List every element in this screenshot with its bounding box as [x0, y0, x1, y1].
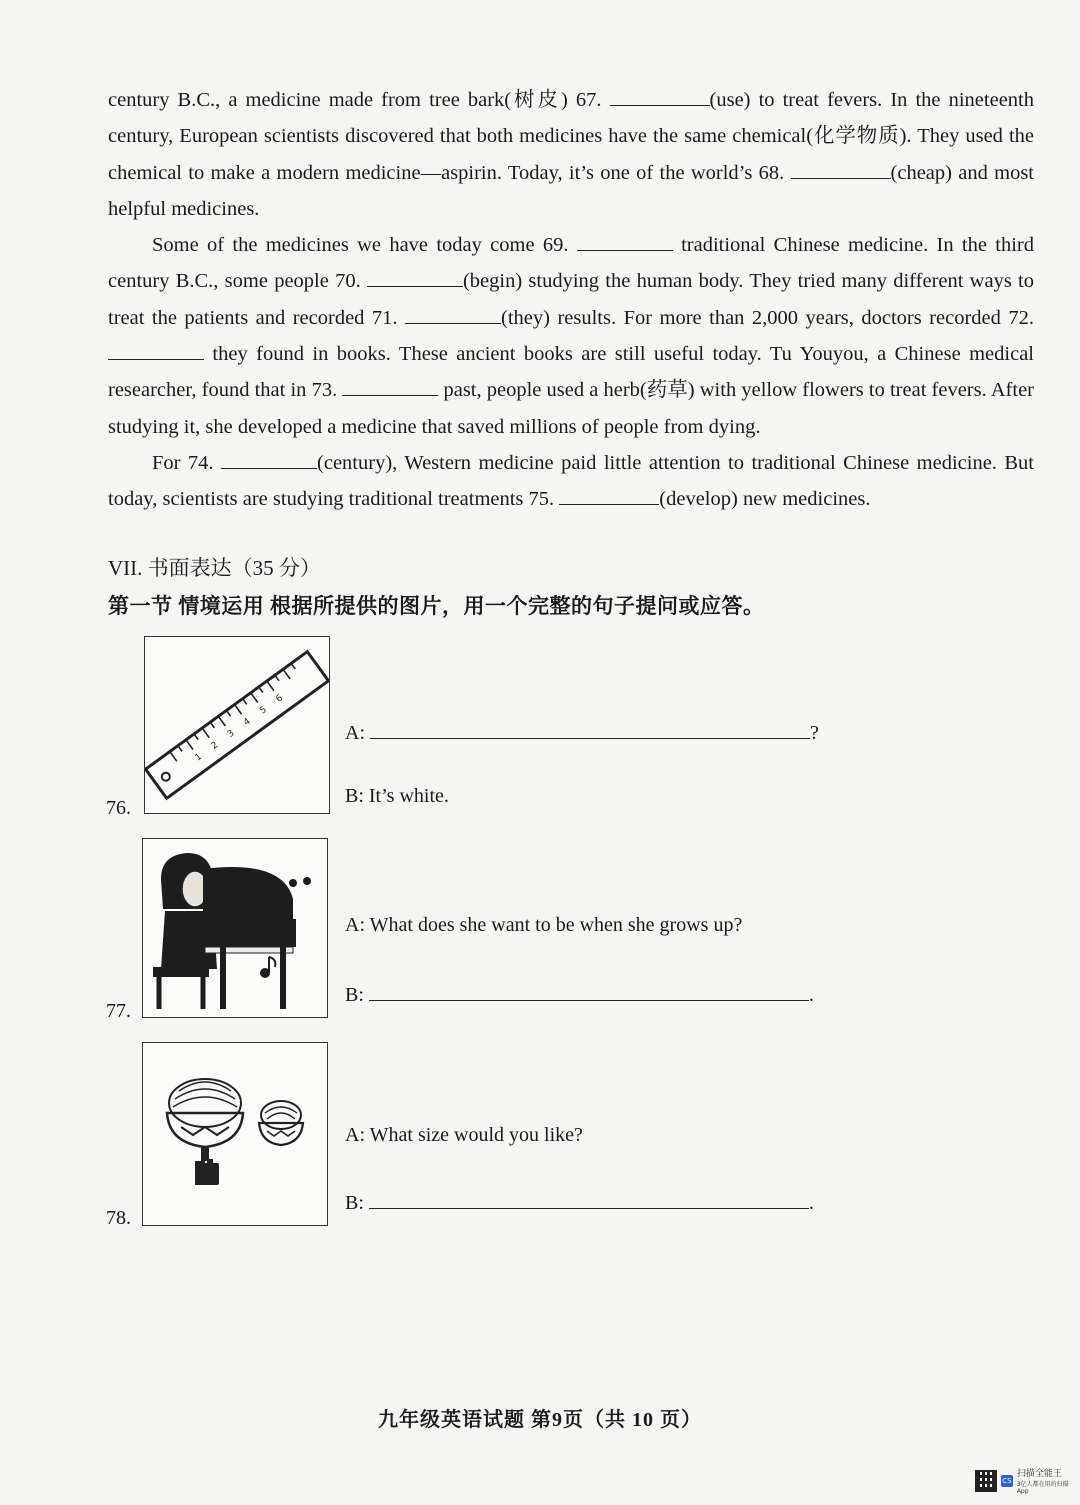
- ruler-picture: [144, 636, 330, 814]
- blank-73[interactable]: [342, 377, 438, 396]
- ruler-icon: [145, 637, 329, 813]
- passage-paragraph-1: century B.C., a medicine made from tree bark(树皮) 67. (use) to treat fevers. In the nineteenth century, European scientists discovered that both medicines have the same chemical(化学物质). They used the chemical to make a modern medicine—aspirin. Today, it’s one of the world’s 68. (cheap) and most helpful medicines.: [108, 89, 1034, 220]
- blank-75[interactable]: [559, 486, 659, 505]
- question-76-a-line: A: ?: [345, 722, 819, 744]
- answer-77-b[interactable]: [369, 982, 809, 1001]
- blank-67[interactable]: [610, 87, 710, 106]
- svg-text:6: 6: [274, 693, 285, 705]
- blank-71[interactable]: [405, 305, 501, 324]
- blank-70[interactable]: [367, 268, 463, 287]
- question-number-78: 78.: [106, 1207, 131, 1229]
- blank-72[interactable]: [108, 341, 204, 360]
- blank-69[interactable]: [577, 232, 673, 251]
- reading-passage: [108, 82, 1034, 518]
- passage-paragraph-3: For 74. (century), Western medicine paid little attention to traditional Chinese medicine. But today, scientists are studying traditional treatments 75. (develop) new medicines.: [108, 451, 1035, 511]
- question-77-b-line: B: .: [345, 984, 814, 1006]
- question-77-a-line: A: What does she want to be when she grows up?: [345, 914, 743, 936]
- camscanner-logo-icon: CS: [1002, 1476, 1012, 1485]
- noodles-picture: [142, 1042, 328, 1226]
- svg-text:5: 5: [258, 704, 269, 717]
- svg-text:3: 3: [225, 728, 237, 740]
- passage-paragraph-2: Some of the medicines we have today come 69. traditional Chinese medicine. In the third century B.C., some people 70. (begin) studying the human body. They tried many different ways to treat the patients and recorded 71. (they) results. For more than 2,000 years, doctors recorded 72. they found in books. These ancient books are still useful today. Tu Youyou, a Chinese medical researcher, found that in 73. past, people used a herb(药草) with yellow flowers to treat fevers. After studying it, she developed a medicine that saved millions of people from dying.: [108, 234, 1035, 438]
- question-number-77: 77.: [106, 1000, 131, 1022]
- noodle-bowls-thumbs-up-icon: [143, 1043, 327, 1225]
- answer-76-a[interactable]: [370, 720, 810, 739]
- section-subtitle: 第一节 情境运用 根据所提供的图片，用一个完整的句子提问或应答。: [108, 594, 765, 618]
- section-title: VII. 书面表达（35 分）: [108, 556, 321, 580]
- piano-picture: [142, 838, 328, 1018]
- page-footer: 九年级英语试题 第9页（共 10 页）: [378, 1409, 702, 1431]
- blank-68[interactable]: [791, 160, 891, 179]
- question-76-b-line: B: It’s white.: [345, 785, 449, 807]
- question-78-b-line: B: .: [345, 1192, 814, 1214]
- question-78-a-line: A: What size would you like?: [345, 1124, 583, 1146]
- svg-text:4: 4: [242, 716, 253, 729]
- svg-text:1: 1: [193, 751, 205, 764]
- girl-playing-piano-icon: [143, 839, 327, 1017]
- qr-code-icon: [975, 1470, 997, 1492]
- answer-78-b[interactable]: [369, 1190, 809, 1209]
- blank-74[interactable]: [221, 450, 317, 469]
- svg-text:2: 2: [209, 740, 221, 752]
- question-number-76: 76.: [106, 797, 131, 819]
- scanner-watermark: CS 扫描全能王 3亿人都在用的扫描App: [975, 1466, 1080, 1495]
